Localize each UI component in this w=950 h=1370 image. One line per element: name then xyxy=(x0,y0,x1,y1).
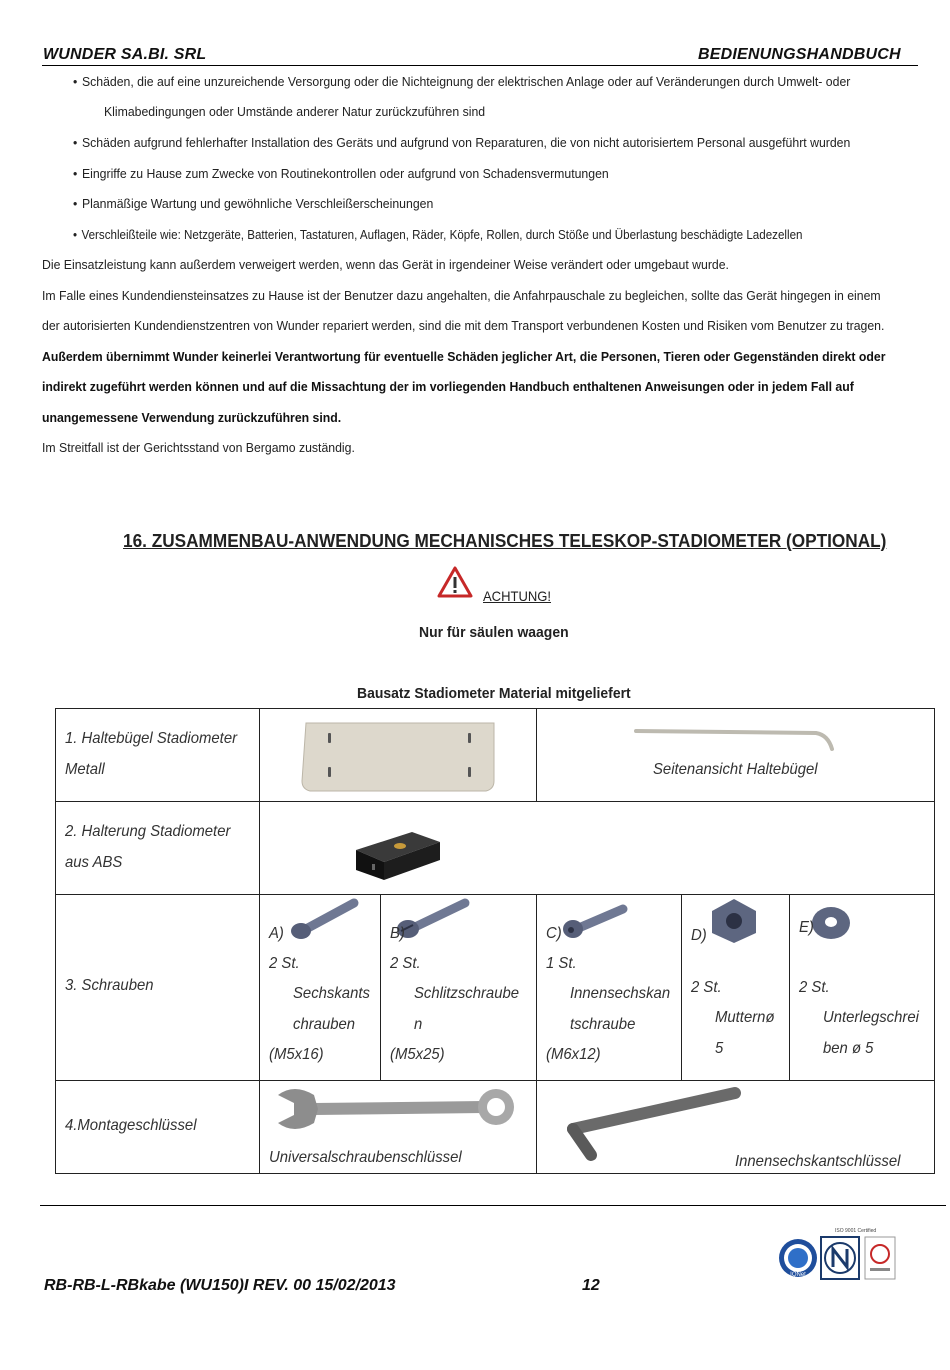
hex-nut-image xyxy=(708,897,760,945)
kit-title: Bausatz Stadiometer Material mitgeliefert xyxy=(357,685,631,702)
liability-notice: Außerdem übernimmt Wunder keinerlei Verantwortung für eventuelle Schäden jeglicher Art, die Personen, Tieren oder Gegenständen direkt oder xyxy=(42,349,886,364)
screw-letter: E) xyxy=(799,919,814,936)
row-label: 1. Haltebügel Stadiometer xyxy=(65,730,238,747)
screw-qty: 2 St. xyxy=(269,955,300,972)
iqnet-logo-text: IQNet xyxy=(790,1272,806,1278)
bullet-item: • Eingriffe zu Hause zum Zwecke von Routinekontrollen oder aufgrund von Schadensvermutungen xyxy=(73,159,609,190)
screw-name: Sechskants xyxy=(293,985,370,1002)
bullet-item: • Planmäßige Wartung und gewöhnliche Verschleißerscheinungen xyxy=(73,189,433,220)
company-name: WUNDER SA.BI. SRL xyxy=(43,46,207,63)
screw-qty: 2 St. xyxy=(390,955,421,972)
hex-key-image xyxy=(551,1085,741,1165)
section-title: 16. ZUSAMMENBAU-ANWENDUNG MECHANISCHES TELESKOP-STADIOMETER (OPTIONAL) xyxy=(123,530,887,551)
screw-letter: D) xyxy=(691,927,707,944)
footer-rule xyxy=(40,1205,946,1206)
scale-note: Nur für säulen waagen xyxy=(419,624,569,641)
screw-cell-b xyxy=(381,895,537,1081)
tool-caption: Innensechskantschlüssel xyxy=(735,1153,901,1170)
socket-screw-image xyxy=(559,899,629,943)
table-row xyxy=(56,1081,935,1174)
screw-cell-a xyxy=(260,895,381,1081)
paragraph: der autorisierten Kundendienstzentren von Wunder repariert werden, sind die mit dem Transport verbundenen Kosten und Risiken vom Benutzer zu tragen. xyxy=(42,318,885,333)
screw-qty: 2 St. xyxy=(799,979,830,996)
screw-size: (M5x25) xyxy=(390,1046,445,1063)
screw-name: Schlitzschraube xyxy=(414,985,520,1002)
screw-size: (M5x16) xyxy=(269,1046,324,1063)
table-row xyxy=(56,895,935,1081)
iqnet-logo xyxy=(778,1236,818,1280)
screw-cell-d xyxy=(682,895,790,1081)
page-number: 12 xyxy=(582,1277,600,1294)
row-label: aus ABS xyxy=(65,854,123,871)
row-label-cell xyxy=(56,895,260,1081)
liability-notice: unangemessene Verwendung zurückzuführen sind. xyxy=(42,410,342,425)
side-view-caption: Seitenansicht Haltebügel xyxy=(653,761,818,778)
screw-cell-e xyxy=(790,895,935,1081)
combination-wrench-image xyxy=(274,1085,524,1133)
bracket-plate-image xyxy=(300,721,500,793)
certification-caption: ISO 9001 Certified xyxy=(835,1228,877,1234)
screw-qty: 2 St. xyxy=(691,979,722,996)
screw-letter: A) xyxy=(269,925,284,942)
screw-cell-c xyxy=(537,895,682,1081)
screw-name: tschraube xyxy=(570,1016,636,1033)
holder-image-cell xyxy=(260,802,935,895)
washer-image xyxy=(810,903,852,945)
paragraph: Die Einsatzleistung kann außerdem verweigert werden, wenn das Gerät in irgendeiner Weise verändert oder umgebaut wurde. xyxy=(42,257,729,272)
bullet-item: • Schäden, die auf eine unzureichende Versorgung oder die Nichteignung der elektrischen Anlage oder auf Veränderungen durch Umwelt- oder xyxy=(73,67,850,98)
screw-name: Unterlegschrei xyxy=(823,1009,919,1026)
wrench-cell xyxy=(260,1081,537,1174)
hex-screw-image xyxy=(286,895,362,943)
warning-label: ACHTUNG! xyxy=(483,588,552,604)
document-type: BEDIENUNGSHANDBUCH xyxy=(698,46,901,63)
row-label-cell xyxy=(56,709,260,802)
screw-letter: C) xyxy=(546,925,562,942)
side-view-cell xyxy=(537,709,935,802)
screw-size: (M6x12) xyxy=(546,1046,601,1063)
table-row xyxy=(56,709,935,802)
row-label-cell xyxy=(56,1081,260,1174)
screw-qty: 1 St. xyxy=(546,955,577,972)
kit-table xyxy=(55,708,935,1174)
bullet-item-continuation: Klimabedingungen oder Umstände anderer Natur zurückzuführen sind xyxy=(104,104,486,119)
row-label: 4.Montageschlüssel xyxy=(65,1117,197,1134)
bullet-item: • Schäden aufgrund fehlerhafter Installation des Geräts und aufgrund von Reparaturen, die von nicht autorisiertem Personal ausgeführt wurden xyxy=(73,128,850,159)
header-rule xyxy=(42,65,918,66)
screw-name: Innensechskan xyxy=(570,985,671,1002)
warning-icon xyxy=(437,566,473,598)
bullet-item: • Verschleißteile wie: Netzgeräte, Batterien, Tastaturen, Auflagen, Räder, Köpfe, Rollen, durch Stöße und Überlastung beschädigte Ladezellen xyxy=(73,220,803,251)
bracket-side-view-image xyxy=(634,727,838,755)
paragraph: Im Falle eines Kundendiensteinsatzes zu Hause ist der Benutzer dazu angehalten, die Anfahrpauschale zu begleichen, sollte das Gerät hingegen in einem xyxy=(42,288,881,303)
screw-name: ben ø 5 xyxy=(823,1040,874,1057)
paragraph: Im Streitfall ist der Gerichtsstand von Bergamo zuständig. xyxy=(42,440,355,455)
hex-key-cell xyxy=(537,1081,935,1174)
bracket-image-cell xyxy=(260,709,537,802)
screw-letter: B) xyxy=(390,925,405,942)
liability-notice: indirekt zugeführt werden können und auf die Missachtung der im vorliegenden Handbuch enthaltenen Anweisungen oder in jedem Fall auf xyxy=(42,379,854,394)
row-label: 2. Halterung Stadiometer xyxy=(65,823,231,840)
screw-name: n xyxy=(414,1016,423,1033)
screw-name: Mutternø xyxy=(715,1009,775,1026)
accreditation-logo xyxy=(864,1236,896,1280)
row-label: 3. Schrauben xyxy=(65,977,154,994)
tool-caption: Universalschraubenschlüssel xyxy=(269,1149,462,1166)
quality-mark-logo xyxy=(820,1236,860,1280)
document-reference: RB-RB-L-RBkabe (WU150)I REV. 00 15/02/2013 xyxy=(44,1277,396,1294)
row-label-cell xyxy=(56,802,260,895)
abs-holder-image xyxy=(352,818,448,884)
row-label: Metall xyxy=(65,761,105,778)
table-row xyxy=(56,802,935,895)
screw-name: 5 xyxy=(715,1040,724,1057)
screw-name: chrauben xyxy=(293,1016,356,1033)
